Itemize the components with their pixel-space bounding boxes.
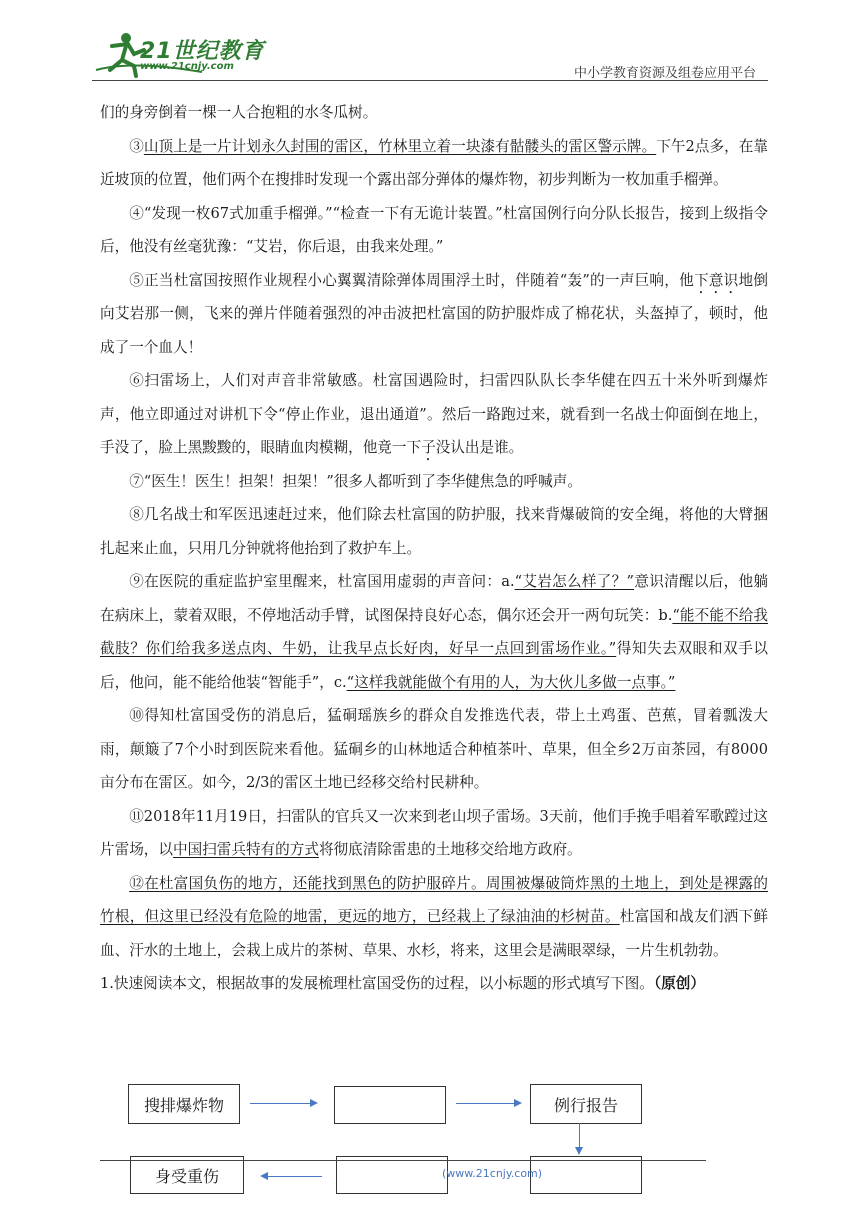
flow-box-5-blank[interactable] xyxy=(336,1156,448,1194)
article-body xyxy=(100,96,768,1001)
logo-name: 21世纪教育 xyxy=(140,39,265,64)
arrow-left-icon xyxy=(262,1176,322,1177)
paragraph-10: ⑩得知杜富国受伤的消息后，猛硐瑶族乡的群众自发推选代表，带上土鸡蛋、芭蕉，冒着瓢泼大雨，颠簸了7个小时到医院来看他。猛硐乡的山林地适合种植茶叶、草果，但全乡2万亩茶园，有8000亩分布在雷区。如今，2/3的雷区土地已经移交给村民耕种。 xyxy=(100,707,768,791)
flow-box-1: 搜排爆炸物 xyxy=(128,1084,240,1124)
footer-divider xyxy=(100,1160,706,1161)
underlined-quote-c: “这样我就能做个有用的人，为大伙儿多做一点事。” xyxy=(346,673,676,691)
paragraph-9: ⑨在医院的重症监护室里醒来，杜富国用虚弱的声音问：a.“艾岩怎么样了？”意识清醒以后，他躺在病床上，蒙着双眼，不停地活动手臂，试图保持良好心态，偶尔还会开一两句玩笑：b.“能不能不给我截肢？你们给我多送点肉、牛奶，让我早点长好肉，好早一点回到雷场作业。”得知失去双眼和双手以后，他问，能不能给他装“智能手”，c.“这样我就能做个有用的人，为大伙儿多做一点事。” xyxy=(100,573,769,691)
question-tag: （原创） xyxy=(653,975,705,992)
flowchart xyxy=(0,1080,860,1216)
flow-box-2-blank[interactable] xyxy=(334,1086,446,1124)
paragraph-4: ④“发现一枚67式加重手榴弹。”“检查一下有无诡计装置。”杜富国例行向分队长报告，接到上级指令后，他没有丝毫犹豫：“艾岩，你后退，由我来处理。” xyxy=(100,204,768,255)
paragraph-11: ⑪2018年11月19日，扫雷队的官兵又一次来到老山坝子雷场。3天前，他们手挽手唱着军歌蹚过这片雷场，以中国扫雷兵特有的方式将彻底清除雷患的土地移交给地方政府。 xyxy=(100,807,768,858)
flow-box-6: 身受重伤 xyxy=(130,1156,244,1194)
paragraph-3: ③山顶上是一片计划永久封围的雷区，竹林里立着一块漆有骷髅头的雷区警示牌。下午2点多，在靠近坡顶的位置，他们两个在搜排时发现一个露出部分弹体的爆炸物，初步判断为一枚加重手榴弹。 xyxy=(100,137,768,188)
header-divider xyxy=(92,80,768,81)
emphasized-word: 下意识 xyxy=(693,271,739,289)
paragraph-7: ⑦“医生！医生！担架！担架！”很多人都听到了李华健焦急的呼喊声。 xyxy=(129,472,582,490)
logo-url: www.21cnjy.com xyxy=(140,61,234,72)
flow-box-4-blank[interactable] xyxy=(530,1156,642,1194)
paragraph-0: 们的身旁倒着一棵一人合抱粗的水冬瓜树。 xyxy=(100,104,378,121)
footer-url: (www.21cnjy.com) xyxy=(442,1167,543,1180)
platform-label: 中小学教育资源及组卷应用平台 xyxy=(573,66,756,81)
underlined-phrase: 中国扫雷兵特有的方式 xyxy=(172,841,319,858)
arrow-right-icon xyxy=(250,1103,316,1104)
underlined-passage: 在杜富国负伤的地方，还能找到黑色的防护服碎片。周围被爆破筒炸黑的土地上，到处是裸露的竹根，但这里已经没有危险的地雷，更远的地方，已经栽上了绿油油的杉树苗。 xyxy=(100,874,768,925)
underlined-sentence: 山顶上是一片计划永久封围的雷区，竹林里立着一块漆有骷髅头的雷区警示牌。 xyxy=(143,137,657,155)
emphasized-word: 子 xyxy=(421,439,436,456)
page-header xyxy=(0,0,860,84)
paragraph-5: ⑤正当杜富国按照作业规程小心翼翼清除弹体周围浮土时，伴随着“轰”的一声巨响，他下意识地倒向艾岩那一侧，飞来的弹片伴随着强烈的冲击波把杜富国的防护服炸成了棉花状，头盔掉了，顿时，他成了一个血人！ xyxy=(100,271,768,356)
paragraph-8: ⑧几名战士和军医迅速赶过来，他们除去杜富国的防护服，找来背爆破筒的安全绳，将他的大臂捆扎起来止血，只用几分钟就将他抬到了救护车上。 xyxy=(100,506,768,557)
paragraph-6: ⑥扫雷场上，人们对声音非常敏感。杜富国遇险时，扫雷四队队长李华健在四五十米外听到爆炸声，他立即通过对讲机下令“停止作业，退出通道”。然后一路跑过来，就看到一名战士仰面倒在地上，手没了，脸上黑黢黢的，眼睛血肉模糊，他竟一下子没认出是谁。 xyxy=(100,372,768,456)
underlined-quote-a: “艾岩怎么样了？” xyxy=(514,573,635,590)
flow-box-3: 例行报告 xyxy=(530,1084,642,1124)
paragraph-12: ⑫在杜富国负伤的地方，还能找到黑色的防护服碎片。周围被爆破筒炸黑的土地上，到处是裸露的竹根，但这里已经没有危险的地雷，更远的地方，已经栽上了绿油油的杉树苗。杜富国和战友们洒下鲜血、汗水的土地上，会栽上成片的茶树、草果、水杉，将来，这里会是满眼翠绿，一片生机勃勃。 xyxy=(100,874,768,959)
question-1: 1.快速阅读本文，根据故事的发展梳理杜富国受伤的过程，以小标题的形式填写下图。（原创） xyxy=(100,975,705,992)
underlined-quote-b: “能不能不给我截肢？你们给我多送点肉、牛奶，让我早点长好肉，好早一点回到雷场作业。” xyxy=(100,606,769,657)
arrow-right-icon xyxy=(456,1103,520,1104)
arrow-down-icon xyxy=(579,1123,580,1153)
